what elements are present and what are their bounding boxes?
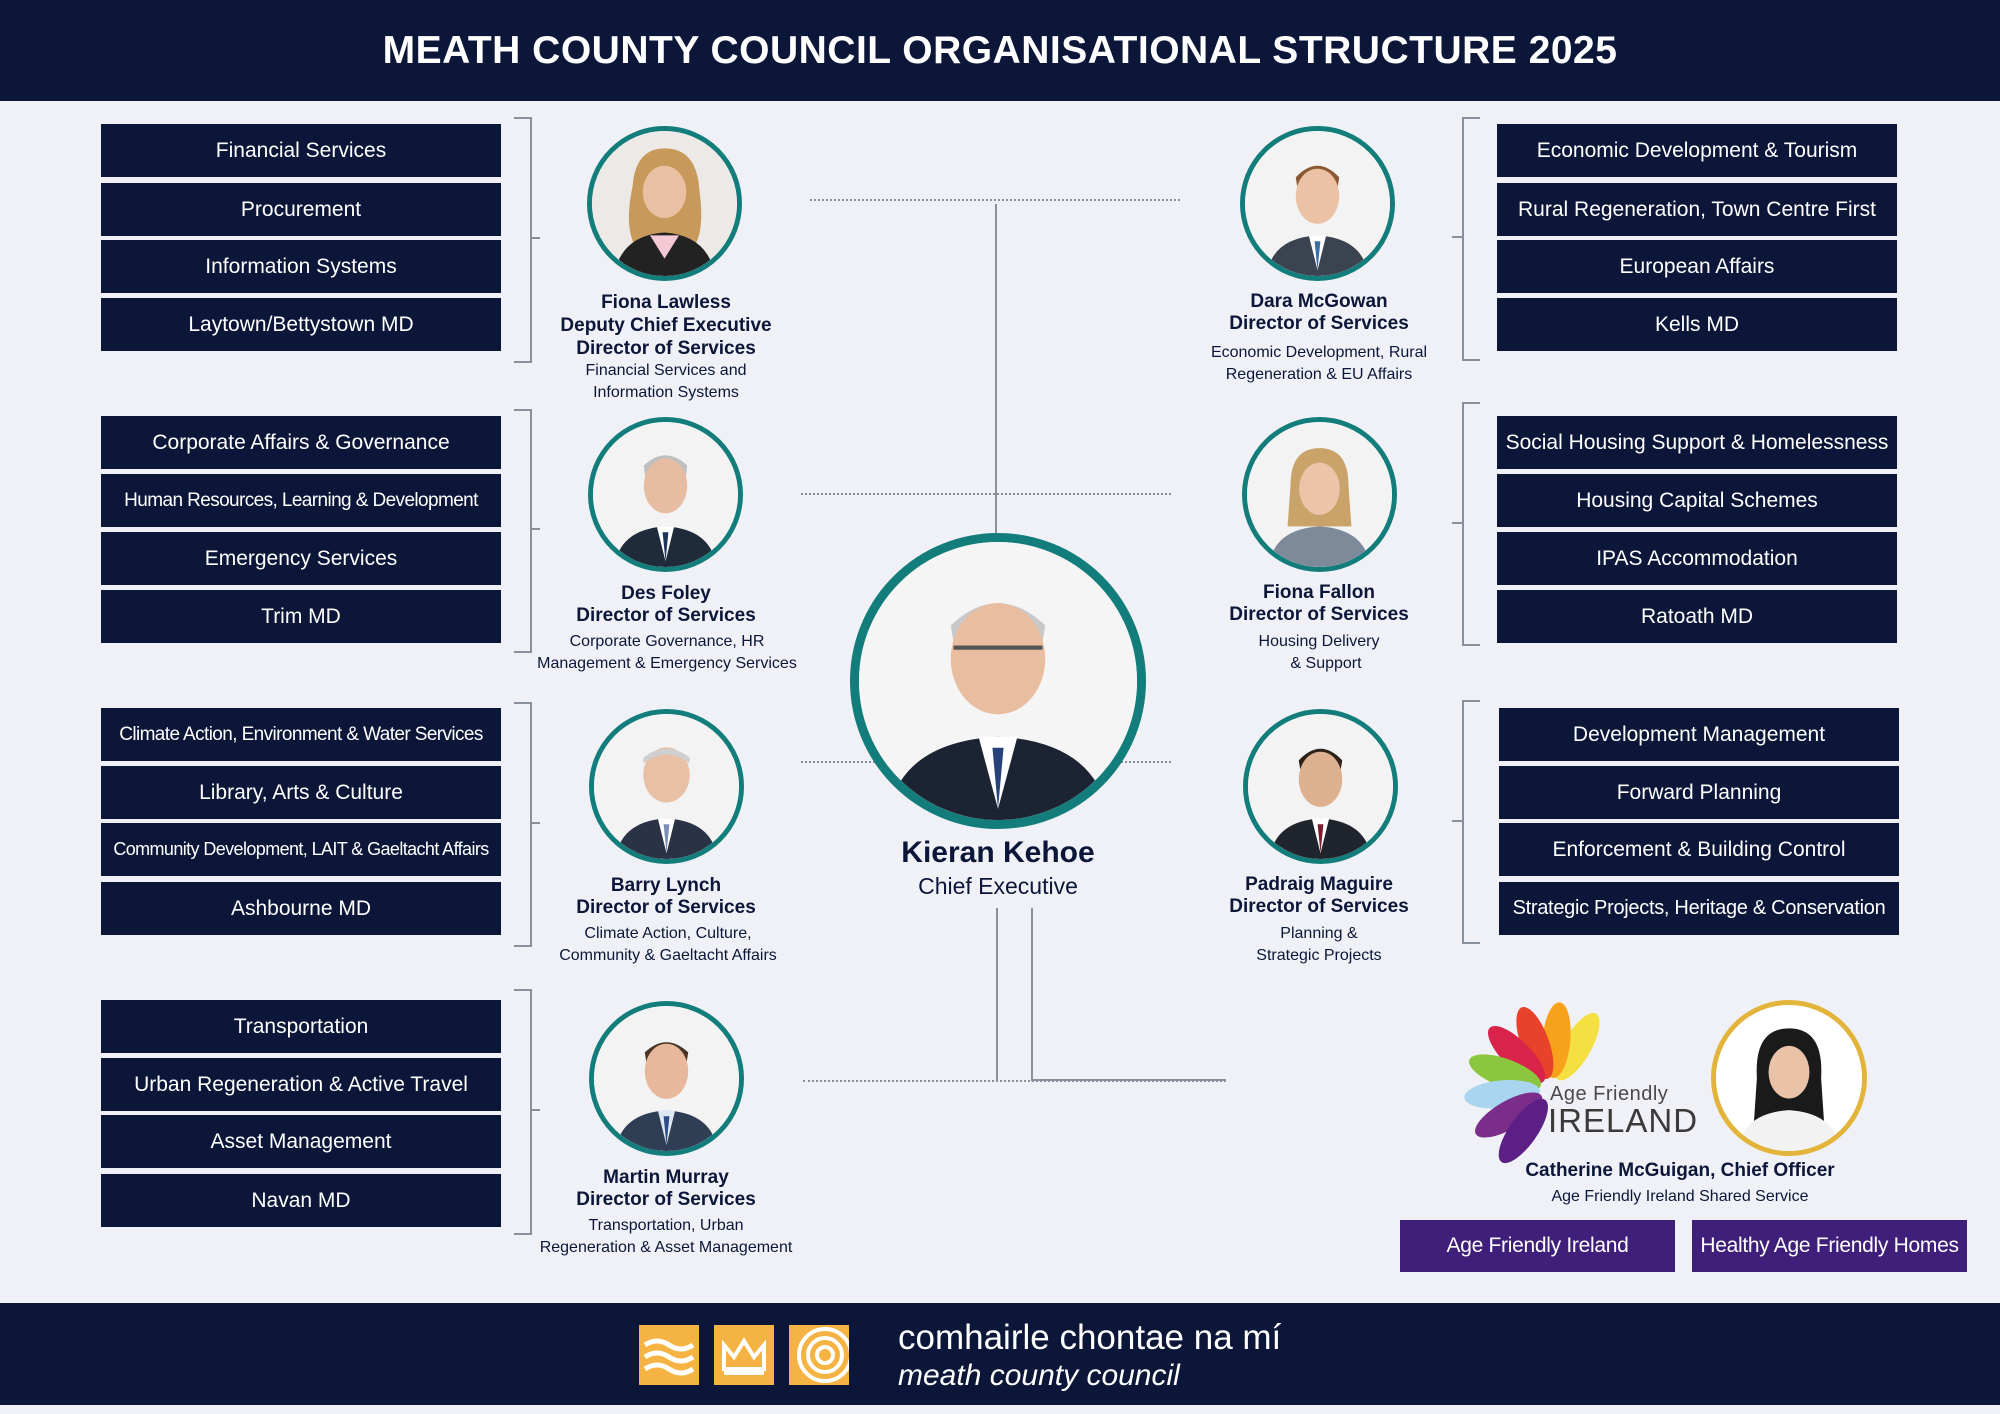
- director-name: Barry Lynch: [610, 875, 722, 896]
- age-friendly-logo-text: Age Friendly: [1550, 1083, 1669, 1105]
- bracket-tick: [1452, 236, 1462, 238]
- director-photo: [589, 709, 744, 864]
- dept-box[interactable]: Laytown/Bettystown MD: [101, 298, 501, 351]
- dept-box[interactable]: European Affairs: [1497, 240, 1897, 293]
- director-portfolio: & Support: [1290, 655, 1362, 672]
- footer-irish-name: comhairle chontae na mí: [898, 1318, 1282, 1357]
- dept-box[interactable]: Forward Planning: [1499, 766, 1899, 819]
- director-title: Director of Services: [576, 897, 756, 918]
- flower-icon: [1440, 990, 1600, 1170]
- age-friendly-logo: [1440, 990, 1600, 1170]
- dept-box[interactable]: Procurement: [101, 183, 501, 236]
- footer-english-name: meath county council: [898, 1359, 1180, 1392]
- connector-line: [1031, 1079, 1226, 1081]
- connector-line: [996, 908, 998, 1080]
- director-title: Director of Services: [1229, 896, 1409, 917]
- officer-name: Catherine McGuigan, Chief Officer: [1525, 1160, 1835, 1181]
- director-name: Fiona Lawless: [601, 292, 731, 313]
- spiral-icon: [789, 1325, 849, 1385]
- bracket-tick: [530, 528, 540, 530]
- director-title: Director of Services: [576, 605, 756, 626]
- director-name: Dara McGowan: [1250, 291, 1388, 312]
- group-bracket: [1462, 117, 1480, 361]
- dept-box[interactable]: Transportation: [101, 1000, 501, 1053]
- bracket-tick: [530, 237, 540, 239]
- connector-line: [1031, 908, 1033, 1080]
- director-name: Fiona Fallon: [1263, 582, 1375, 603]
- director-portfolio: Regeneration & Asset Management: [539, 1239, 793, 1256]
- director-photo: [588, 417, 743, 572]
- person-icon: [592, 131, 737, 276]
- director-title: Director of Services: [576, 1189, 756, 1210]
- director-photo: [587, 126, 742, 281]
- director-photo: [1243, 709, 1398, 864]
- dept-box[interactable]: Information Systems: [101, 240, 501, 293]
- director-name: Padraig Maguire: [1245, 874, 1393, 895]
- dept-box[interactable]: Rural Regeneration, Town Centre First: [1497, 183, 1897, 236]
- director-portfolio: Corporate Governance, HR: [569, 633, 765, 650]
- age-friendly-logo-wordmark: IRELAND: [1548, 1102, 1699, 1139]
- director-title: Director of Services: [1229, 604, 1409, 625]
- ceo-role: Chief Executive: [918, 873, 1078, 899]
- bracket-tick: [530, 1109, 540, 1111]
- page-title: MEATH COUNTY COUNCIL ORGANISATIONAL STRUCTURE 2025: [382, 29, 1618, 72]
- dept-box[interactable]: Corporate Affairs & Governance: [101, 416, 501, 469]
- dept-box[interactable]: Asset Management: [101, 1115, 501, 1168]
- director-photo: [1240, 126, 1395, 281]
- waves-icon: [639, 1325, 699, 1385]
- director-portfolio: Information Systems: [593, 384, 739, 401]
- connector-line: [810, 199, 1180, 201]
- dept-box[interactable]: Social Housing Support & Homelessness: [1497, 416, 1897, 469]
- dept-box[interactable]: Human Resources, Learning & Development: [101, 474, 501, 527]
- director-portfolio: Management & Emergency Services: [537, 655, 797, 672]
- director-portfolio: Financial Services and: [585, 362, 747, 379]
- director-portfolio: Strategic Projects: [1256, 947, 1382, 964]
- dept-box[interactable]: Community Development, LAIT & Gaeltacht Affairs: [101, 823, 501, 876]
- director-portfolio: Climate Action, Culture,: [584, 925, 752, 942]
- director-title: Deputy Chief Executive: [560, 315, 772, 336]
- person-icon: [1716, 1005, 1862, 1151]
- person-icon: [594, 714, 739, 859]
- director-portfolio: Planning &: [1280, 925, 1358, 942]
- director-title: Director of Services: [1229, 313, 1409, 334]
- dept-box[interactable]: Housing Capital Schemes: [1497, 474, 1897, 527]
- dept-box[interactable]: Ratoath MD: [1497, 590, 1897, 643]
- dept-box[interactable]: IPAS Accommodation: [1497, 532, 1897, 585]
- dept-box[interactable]: Financial Services: [101, 124, 501, 177]
- director-photo: [589, 1001, 744, 1156]
- director-name: Martin Murray: [603, 1167, 729, 1188]
- director-portfolio: Regeneration & EU Affairs: [1225, 366, 1413, 383]
- dept-box[interactable]: Economic Development & Tourism: [1497, 124, 1897, 177]
- connector-line: [995, 204, 997, 534]
- person-icon: [593, 422, 738, 567]
- dept-box[interactable]: Urban Regeneration & Active Travel: [101, 1058, 501, 1111]
- dept-box[interactable]: Strategic Projects, Heritage & Conservation: [1499, 882, 1899, 935]
- dept-box[interactable]: Library, Arts & Culture: [101, 766, 501, 819]
- ceo-name: Kieran Kehoe: [901, 836, 1095, 869]
- officer-service: Age Friendly Ireland Shared Service: [1551, 1188, 1809, 1205]
- bracket-tick: [530, 822, 540, 824]
- bracket-tick: [1452, 522, 1462, 524]
- group-bracket: [1462, 700, 1480, 944]
- crown-icon: [714, 1325, 774, 1385]
- dept-box[interactable]: Kells MD: [1497, 298, 1897, 351]
- dept-box[interactable]: Enforcement & Building Control: [1499, 823, 1899, 876]
- director-title: Director of Services: [576, 338, 756, 359]
- director-portfolio: Economic Development, Rural: [1210, 344, 1428, 361]
- person-icon: [1248, 714, 1393, 859]
- dept-box[interactable]: Trim MD: [101, 590, 501, 643]
- person-icon: [1245, 131, 1390, 276]
- dept-box[interactable]: Ashbourne MD: [101, 882, 501, 935]
- officer-photo: [1711, 1000, 1867, 1156]
- unit-box[interactable]: Age Friendly Ireland: [1400, 1220, 1675, 1272]
- dept-box[interactable]: Development Management: [1499, 708, 1899, 761]
- bracket-tick: [1452, 820, 1462, 822]
- connector-line: [801, 493, 1171, 495]
- director-portfolio: Community & Gaeltacht Affairs: [559, 947, 777, 964]
- director-photo: [1242, 417, 1397, 572]
- group-bracket: [1462, 402, 1480, 646]
- director-name: Des Foley: [621, 583, 711, 604]
- unit-box[interactable]: Healthy Age Friendly Homes: [1692, 1220, 1967, 1272]
- dept-box[interactable]: Climate Action, Environment & Water Services: [101, 708, 501, 761]
- dept-box[interactable]: Emergency Services: [101, 532, 501, 585]
- director-portfolio: Housing Delivery: [1258, 633, 1380, 650]
- person-icon: [1247, 422, 1392, 567]
- ceo-photo: [850, 533, 1146, 829]
- person-icon: [859, 542, 1137, 820]
- person-icon: [594, 1006, 739, 1151]
- dept-box[interactable]: Navan MD: [101, 1174, 501, 1227]
- director-portfolio: Transportation, Urban: [588, 1217, 744, 1234]
